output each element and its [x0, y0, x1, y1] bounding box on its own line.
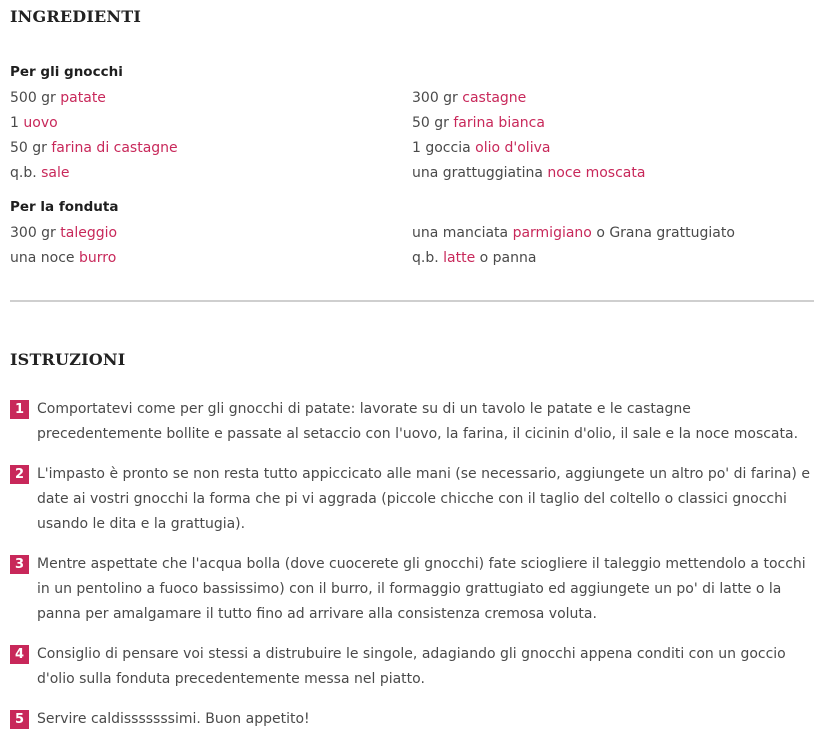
- ingredient-link-burro[interactable]: burro: [78, 250, 117, 266]
- fonduta-ingredients-right: [412, 221, 735, 271]
- ingredient-item: [10, 111, 178, 136]
- ingredients-title: INGREDIENTI: [10, 7, 142, 26]
- step-number-badge: 2: [10, 465, 29, 484]
- instructions-title: ISTRUZIONI: [10, 350, 126, 369]
- ingredient-qty: 300 gr: [412, 90, 458, 106]
- step-text: Mentre aspettate che l'acqua bolla (dove cuocerete gli gnocchi) fate sciogliere il taleggio mettendolo a tocchi in un pentolino a fuoco bassissimo) con il burro, il formaggio grattugiato ed aggiungete un po' di latte o la panna per amalgamare il tutto fino ad arrivare alla consistenza cremosa voluta.: [37, 556, 806, 622]
- instruction-step: [10, 642, 820, 692]
- ingredient-item: [412, 111, 645, 136]
- ingredient-qty: 300 gr: [10, 225, 56, 241]
- ingredient-qty: 500 gr: [10, 90, 56, 106]
- section-divider: [10, 300, 814, 302]
- instruction-step: [10, 397, 820, 447]
- ingredient-qty: 50 gr: [412, 115, 449, 131]
- ingredient-qty: 1 goccia: [412, 140, 471, 156]
- step-number-badge: 5: [10, 710, 29, 729]
- gnocchi-ingredients-right: [412, 86, 645, 186]
- ingredient-qty: q.b.: [412, 250, 439, 266]
- gnocchi-ingredients-left: [10, 86, 178, 186]
- ingredient-item: [412, 161, 645, 186]
- instruction-step: [10, 462, 820, 537]
- ingredient-item: [412, 136, 645, 161]
- step-text: Servire caldisssssssimi. Buon appetito!: [37, 711, 310, 727]
- gnocchi-group-title: Per gli gnocchi: [10, 64, 123, 80]
- ingredient-item: [10, 246, 117, 271]
- ingredient-item: [10, 221, 117, 246]
- step-text: Consiglio di pensare voi stessi a distrubuire le singole, adagiando gli gnocchi appena conditi con un goccio d'olio sulla fonduta precedentemente messa nel piatto.: [37, 646, 786, 687]
- ingredient-qty: q.b.: [10, 165, 37, 181]
- ingredient-link-olio-d-oliva[interactable]: olio d'oliva: [475, 140, 551, 156]
- ingredient-link-taleggio[interactable]: taleggio: [60, 225, 118, 241]
- step-text: Comportatevi come per gli gnocchi di patate: lavorate su di un tavolo le patate e le castagne precedentemente bollite e passate al setaccio con l'uovo, la farina, il cicinin d'olio, il sale e la noce moscata.: [37, 401, 799, 442]
- ingredient-link-castagne[interactable]: castagne: [462, 90, 527, 106]
- ingredient-link-farina-bianca[interactable]: farina bianca: [453, 115, 545, 131]
- ingredient-item: [10, 86, 178, 111]
- ingredient-item: [412, 221, 735, 246]
- ingredient-item: [412, 86, 645, 111]
- ingredient-link-parmigiano[interactable]: parmigiano: [512, 225, 592, 241]
- fonduta-ingredients-left: [10, 221, 117, 271]
- step-number-badge: 4: [10, 645, 29, 664]
- instruction-step: [10, 707, 820, 732]
- instruction-step: [10, 552, 820, 627]
- ingredient-link-patate[interactable]: patate: [60, 90, 106, 106]
- ingredient-qty: una noce: [10, 250, 75, 266]
- fonduta-group-title: Per la fonduta: [10, 199, 119, 215]
- instructions-list: [10, 397, 820, 747]
- step-text: L'impasto è pronto se non resta tutto appiccicato alle mani (se necessario, aggiungete un altro po' di farina) e date ai vostri gnocchi la forma che pi vi aggrada (piccole chicche con il taglio del coltello o classici gnocchi usando le dita e la grattugia).: [37, 466, 810, 532]
- ingredient-item: [10, 136, 178, 161]
- ingredient-qty: una manciata: [412, 225, 509, 241]
- ingredient-qty: una grattuggiatina: [412, 165, 543, 181]
- ingredient-suffix: o Grana grattugiato: [596, 225, 735, 241]
- ingredient-item: [10, 161, 178, 186]
- ingredient-qty: 50 gr: [10, 140, 47, 156]
- step-number-badge: 1: [10, 400, 29, 419]
- ingredient-item: [412, 246, 735, 271]
- ingredient-link-uovo[interactable]: uovo: [23, 115, 58, 131]
- step-number-badge: 3: [10, 555, 29, 574]
- ingredient-link-sale[interactable]: sale: [41, 165, 70, 181]
- ingredient-link-farina-di-castagne[interactable]: farina di castagne: [51, 140, 178, 156]
- ingredient-link-noce-moscata[interactable]: noce moscata: [547, 165, 646, 181]
- ingredient-qty: 1: [10, 115, 19, 131]
- ingredient-suffix: o panna: [479, 250, 537, 266]
- ingredient-link-latte[interactable]: latte: [443, 250, 476, 266]
